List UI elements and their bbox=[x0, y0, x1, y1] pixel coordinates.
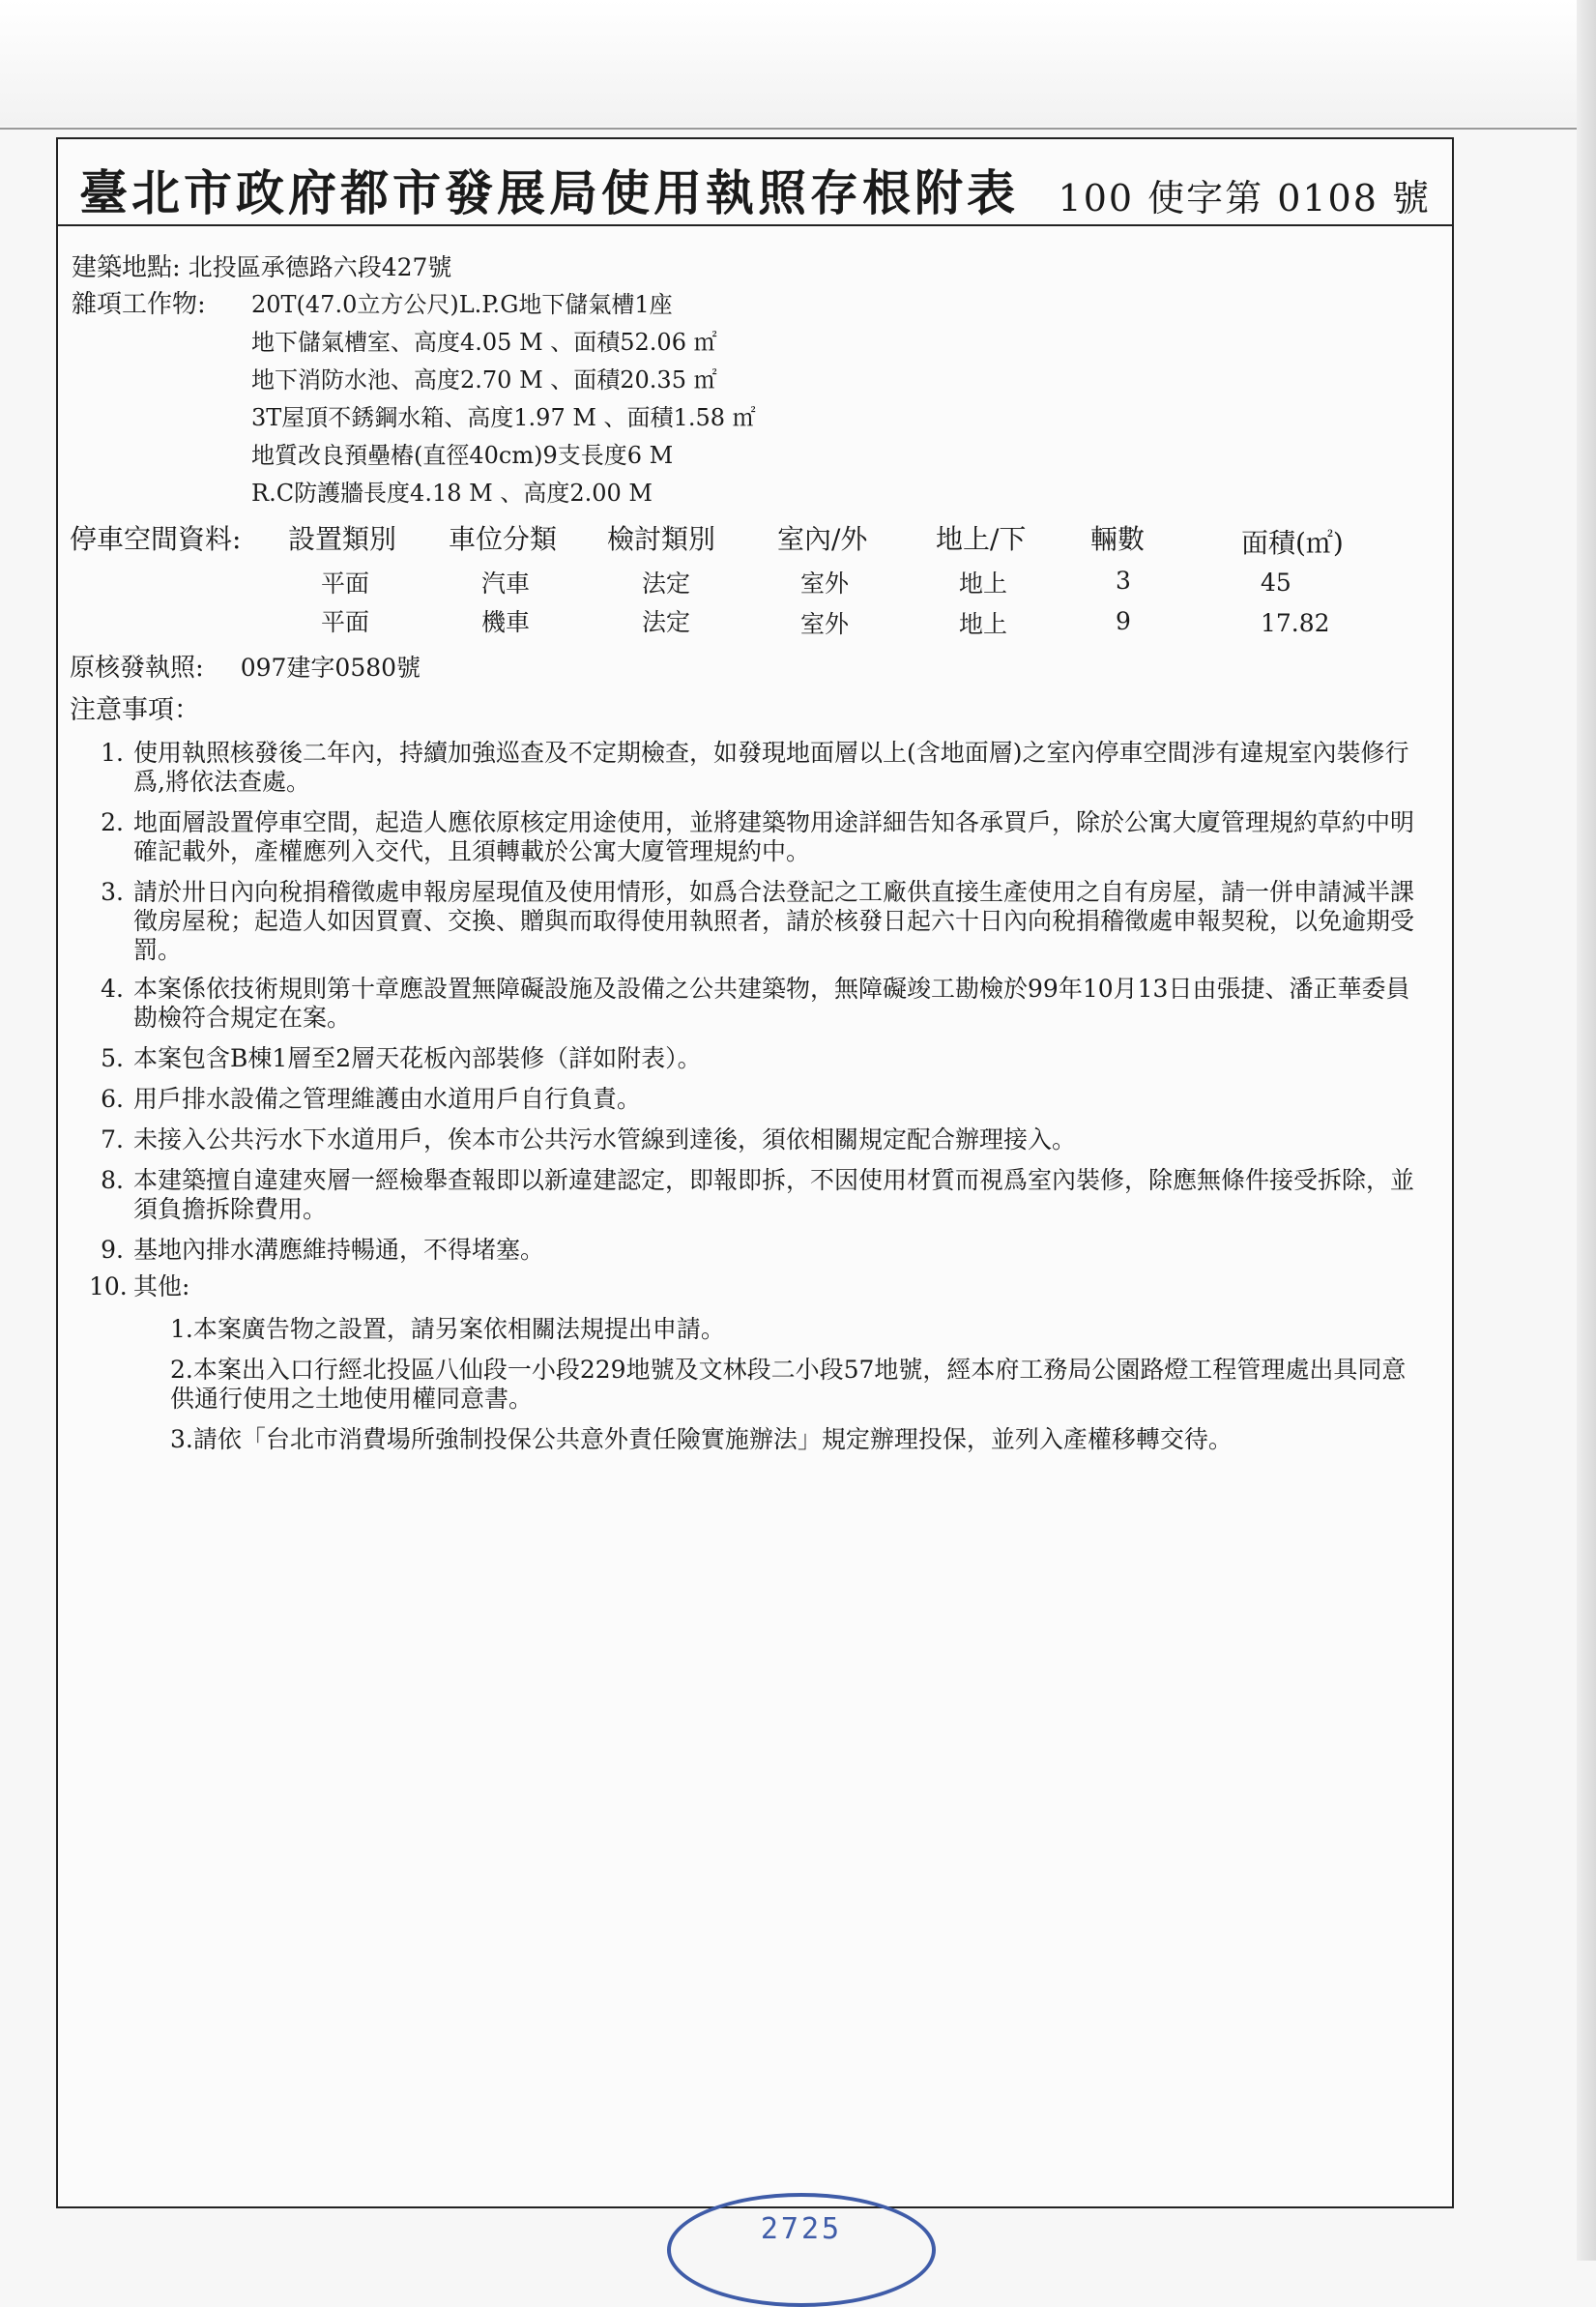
page-background bbox=[0, 0, 1596, 126]
site-value: 北投區承德路六段427號 bbox=[188, 253, 452, 281]
parking-cell: 地上 bbox=[959, 610, 1008, 638]
document-frame bbox=[56, 137, 1454, 2208]
note-item: 8. 本建築擅自違建夾層一經檢舉查報即以新違建認定，即報即拆，不因使用材質而視爲室內裝修，除應無條件接受拆除，並須負擔拆除費用。 bbox=[101, 1166, 1415, 1223]
parking-header: 地上/下 bbox=[936, 523, 1027, 555]
parking-cell: 9 bbox=[1116, 607, 1131, 635]
parking-cell: 法定 bbox=[642, 608, 691, 636]
parking-header: 輛數 bbox=[1090, 523, 1146, 555]
original-permit-label: 原核發執照: bbox=[70, 654, 204, 683]
misc-works-label: 雜項工作物: bbox=[72, 290, 206, 319]
parking-cell: 平面 bbox=[321, 569, 370, 598]
page-edge bbox=[1577, 0, 1596, 2261]
note-item: 7. 未接入公共污水下水道用戶，俟本市公共污水管線到達後，須依相關規定配合辦理接入。 bbox=[101, 1125, 1077, 1154]
parking-label: 停車空間資料: bbox=[70, 523, 242, 555]
page-fold-line bbox=[0, 114, 1596, 130]
parking-cell: 機車 bbox=[481, 608, 531, 636]
parking-cell: 地上 bbox=[959, 569, 1008, 598]
site-label: 建築地點: bbox=[72, 253, 181, 282]
misc-work-item: 地下儲氣槽室、高度4.05 M 、面積52.06 ㎡ bbox=[251, 329, 717, 356]
parking-cell: 3 bbox=[1116, 567, 1131, 595]
note-item: 9. 基地內排水溝應維持暢通，不得堵塞。 bbox=[101, 1236, 545, 1264]
site-row bbox=[72, 253, 451, 282]
original-permit-value: 097建字0580號 bbox=[240, 654, 421, 682]
misc-work-item: R.C防護牆長度4.18 M 、高度2.00 M bbox=[251, 480, 653, 507]
permit-number: 100 使字第 0108 號 bbox=[1058, 177, 1431, 219]
parking-cell: 平面 bbox=[321, 608, 370, 636]
other-note: 1.本案廣告物之設置，請另案依相關法規提出申請。 bbox=[170, 1315, 725, 1343]
parking-cell: 汽車 bbox=[481, 569, 531, 598]
seal-stamp bbox=[667, 2193, 936, 2307]
parking-header: 檢討類別 bbox=[607, 523, 716, 555]
parking-header: 室內/外 bbox=[777, 523, 868, 555]
notes-title: 注意事項： bbox=[70, 695, 200, 725]
misc-work-item: 地下消防水池、高度2.70 M 、面積20.35 ㎡ bbox=[251, 366, 717, 394]
note-item: 6. 用戶排水設備之管理維護由水道用戶自行負責。 bbox=[101, 1085, 642, 1113]
other-note: 2.本案出入口行經北投區八仙段一小段229地號及文林段二小段57地號，經本府工務局公園路燈工程管理處出具同意供通行使用之土地使用權同意書。 bbox=[170, 1356, 1407, 1413]
parking-cell: 45 bbox=[1261, 569, 1291, 597]
note-item: 3. 請於卅日內向稅捐稽徵處申報房屋現值及使用情形，如爲合法登記之工廠供直接生產使用之自有房屋，請一併申請減半課徵房屋稅；起造人如因買賣、交換、贈與而取得使用執照者，請於核發日起六十日內向稅捐稽徵處申報契稅，以免逾期受罰。 bbox=[101, 878, 1415, 964]
note-item: 1. 使用執照核發後二年內，持續加強巡查及不定期檢查，如發現地面層以上(含地面層)之室內停車空間涉有違規室內裝修行爲,將依法查處。 bbox=[101, 739, 1409, 796]
misc-work-item: 地質改良預壘樁(直徑40cm)9支長度6 M bbox=[251, 442, 674, 469]
parking-cell: 室外 bbox=[800, 569, 850, 598]
parking-header: 車位分類 bbox=[449, 523, 558, 555]
title-bar bbox=[58, 139, 1452, 226]
other-note: 3.請依「台北市消費場所強制投保公共意外責任險實施辦法」規定辦理投保，並列入產權移轉交待。 bbox=[170, 1425, 1233, 1453]
parking-header: 設置類別 bbox=[288, 523, 397, 555]
parking-header: 面積(㎡) bbox=[1241, 527, 1344, 559]
parking-cell: 17.82 bbox=[1261, 609, 1330, 637]
document-title: 臺北市政府都市發展局使用執照存根附表 bbox=[79, 164, 1019, 221]
stamp-number: 2725 bbox=[760, 2212, 843, 2246]
parking-cell: 法定 bbox=[642, 569, 691, 598]
parking-cell: 室外 bbox=[800, 610, 850, 638]
note-item: 2. 地面層設置停車空間，起造人應依原核定用途使用，並將建築物用途詳細告知各承買戶，除於公寓大廈管理規約草約中明確記載外，產權應列入交代，且須轉載於公寓大廈管理規約中。 bbox=[101, 808, 1415, 865]
original-permit-row bbox=[70, 654, 421, 683]
misc-work-item: 3T屋頂不銹鋼水箱、高度1.97 M 、面積1.58 ㎡ bbox=[251, 404, 756, 431]
note-item: 4. 本案係依技術規則第十章應設置無障礙設施及設備之公共建築物，無障礙竣工勘檢於99年10月13日由張捷、潘正華委員勘檢符合規定在案。 bbox=[101, 975, 1410, 1032]
misc-work-item: 20T(47.0立方公尺)L.P.G地下儲氣槽1座 bbox=[251, 291, 673, 318]
note-item: 10. 其他: bbox=[89, 1272, 190, 1300]
note-item: 5. 本案包含B棟1層至2層天花板內部裝修（詳如附表）。 bbox=[101, 1044, 702, 1072]
